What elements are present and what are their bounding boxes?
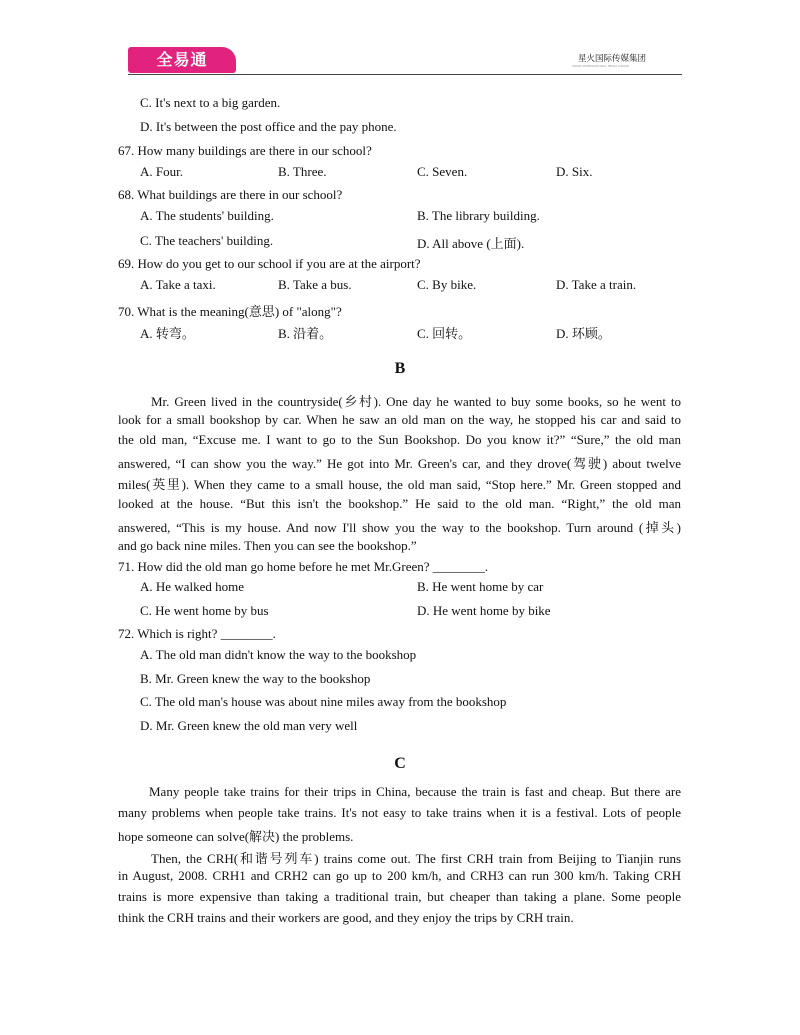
- passage-b-row: [118, 453, 681, 472]
- passage-c-row: [118, 805, 681, 821]
- q71-option-a: A. He walked home: [140, 579, 244, 594]
- q68-option-d: D. All above (上面).: [417, 236, 525, 251]
- brand-logo: 全易通: [128, 47, 236, 73]
- q69-stem: 69. How do you get to our school if you are at the airport?: [118, 256, 421, 271]
- passage-c-para2: [118, 848, 681, 867]
- q69-option-d: D. Take a train.: [556, 277, 637, 292]
- passage-b-line: Mr. Green lived in the countryside(乡村). One day he wanted to buy some books, so he went to: [151, 394, 681, 409]
- section-b-heading: B: [394, 360, 406, 377]
- q71-option-d: D. He went home by bike: [417, 603, 551, 618]
- passage-c-line: in August, 2008. CRH1 and CRH2 can go up to 200 km/h, and CRH3 can run 300 km/h. Taking CRH: [118, 868, 681, 883]
- q72-stem: 72. Which is right? ________.: [118, 626, 276, 641]
- header-divider: [128, 74, 682, 75]
- q71-option-c: C. He went home by bus: [140, 603, 269, 618]
- q67-option-b: B. Three.: [278, 164, 327, 179]
- q68-stem: 68. What buildings are there in our school?: [118, 187, 343, 202]
- passage-b-line: looked at the house. “But this isn't the bookshop.” He said to the old man. “Right,” the old man: [118, 496, 681, 511]
- passage-c-line: Then, the CRH(和谐号列车) trains come out. The first CRH train from Beijing to Tianjin runs: [151, 851, 681, 866]
- passage-c-row: [118, 826, 353, 845]
- q71-option-b: B. He went home by car: [417, 579, 544, 594]
- q69-option-c: C. By bike.: [417, 277, 477, 292]
- publisher-name: 星火国际传媒集团: [578, 54, 647, 64]
- section-c-heading: C: [394, 755, 406, 772]
- q67-option-c: C. Seven.: [417, 164, 468, 179]
- q66-option-d: D. It's between the post office and the pay phone.: [140, 119, 397, 134]
- q70-option-a: A. 转弯。: [140, 326, 195, 341]
- q69-option-b: B. Take a bus.: [278, 277, 352, 292]
- passage-b-line: miles(英里). When they came to a small house, the old man said, “Stop here.” Mr. Green stopped and: [118, 477, 681, 492]
- q71-stem: 71. How did the old man go home before he met Mr.Green? ________.: [118, 559, 489, 574]
- q72-option-b: B. Mr. Green knew the way to the bookshop: [140, 671, 371, 686]
- q67-option-a: A. Four.: [140, 164, 183, 179]
- publisher-subtitle: SPARK INTERNATIONAL MEDIA GROUP: [572, 64, 630, 68]
- passage-b-row: [118, 496, 681, 512]
- q67-stem: 67. How many buildings are there in our school?: [118, 143, 372, 158]
- q72-option-c: C. The old man's house was about nine miles away from the bookshop: [140, 694, 507, 709]
- passage-c-row: [118, 889, 681, 905]
- passage-b-row: [118, 538, 417, 554]
- passage-b-line: and go back nine miles. Then you can see the bookshop.”: [118, 538, 417, 553]
- passage-b-row: [118, 432, 681, 448]
- q68-option-c: C. The teachers' building.: [140, 233, 274, 248]
- passage-c-line: many problems when people take trains. It's not easy to take trains when it is a festival. Lots of people: [118, 805, 681, 820]
- q69-option-a: A. Take a taxi.: [140, 277, 216, 292]
- q70-option-c: C. 回转。: [417, 326, 472, 341]
- q70-option-b: B. 沿着。: [278, 326, 333, 341]
- passage-c-line: think the CRH trains and their workers are good, and they enjoy the trips by CRH train.: [118, 910, 574, 925]
- passage-c-line: hope someone can solve(解决) the problems.: [118, 829, 354, 844]
- passage-b-row: [118, 412, 681, 428]
- passage-c-para1: [118, 784, 681, 800]
- passage-b-row: [118, 517, 681, 536]
- passage-b-line: answered, “This is my house. And now I'll show you the way to the bookshop. Turn around (掉头): [118, 520, 681, 535]
- q66-option-c: C. It's next to a big garden.: [140, 95, 281, 110]
- passage-b: [118, 391, 681, 410]
- q68-option-a: A. The students' building.: [140, 208, 274, 223]
- q70-stem: 70. What is the meaning(意思) of "along"?: [118, 304, 342, 319]
- passage-b-line: look for a small bookshop by car. When he saw an old man on the way, he stopped his car and said to: [118, 412, 681, 427]
- q72-option-a: A. The old man didn't know the way to the bookshop: [140, 647, 417, 662]
- q72-option-d: D. Mr. Green knew the old man very well: [140, 718, 358, 733]
- passage-c-line: trains is more expensive than taking a traditional train, but cheaper than taking a plane. Some people: [118, 889, 681, 904]
- passage-c-line: Many people take trains for their trips in China, because the train is fast and cheap. But there are: [149, 784, 681, 799]
- passage-c-row: [118, 910, 574, 926]
- passage-b-row: [118, 474, 681, 493]
- q67-option-d: D. Six.: [556, 164, 593, 179]
- passage-b-line: answered, “I can show you the way.” He got into Mr. Green's car, and they drove(驾驶) about twelve: [118, 456, 681, 471]
- passage-c-row: [118, 868, 681, 884]
- q68-option-b: B. The library building.: [417, 208, 540, 223]
- q70-option-d: D. 环顾。: [556, 326, 611, 341]
- passage-b-line: the old man, “Excuse me. I want to go to the Sun Bookshop. Do you know it?” “Sure,” the old man: [118, 432, 681, 447]
